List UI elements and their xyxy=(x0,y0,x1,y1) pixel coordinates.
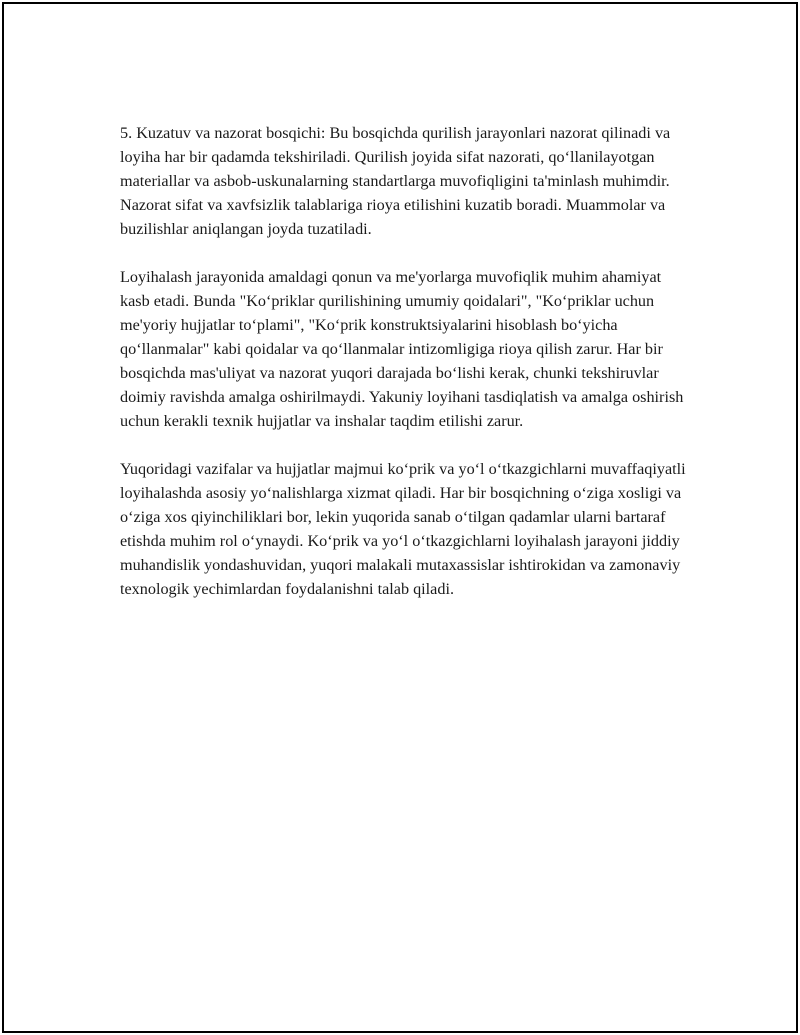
page-frame xyxy=(2,2,798,1033)
paragraph-conclusion: Yuqoridagi vazifalar va hujjatlar majmui ko‘prik va yo‘l o‘tkazgichlarni muvaffaqiyatli loyihalashda asosiy yo‘nalishlarga xizmat qiladi. Har bir bosqichning o‘ziga xosligi va o‘ziga xos qiyinchiliklari bor, lekin yuqorida sanab o‘tilgan qadamlar ularni bartaraf etishda muhim rol o‘ynaydi. Ko‘prik va yo‘l o‘tkazgichlarni loyihalash jarayoni jiddiy muhandislik yondashuvidan, yuqori malakali mutaxassislar ishtirokidan va zamonaviy texnologik yechimlardan foydalanishni talab qiladi. xyxy=(120,460,686,598)
document-body xyxy=(120,121,690,625)
paragraph-monitoring-stage: 5. Kuzatuv va nazorat bosqichi: Bu bosqichda qurilish jarayonlari nazorat qilinadi va loyiha har bir qadamda tekshiriladi. Qurilish joyida sifat nazorati, qo‘llanilayotgan materiallar va asbob-uskunalarning standartlarga muvofiqligini ta'minlash muhimdir. Nazorat sifat va xavfsizlik talablariga rioya etilishini kuzatib boradi. Muammolar va buzilishlar aniqlangan joyda tuzatiladi. xyxy=(120,124,671,238)
paragraph-regulations: Loyihalash jarayonida amaldagi qonun va me'yorlarga muvofiqlik muhim ahamiyat kasb etadi. Bunda "Ko‘priklar qurilishining umumiy qoidalari", "Ko‘priklar uchun me'yoriy hujjatlar to‘plami", "Ko‘prik konstruktsiyalarini hisoblash bo‘yicha qo‘llanmalar" kabi qoidalar va qo‘llanmalar intizomligiga rioya qilish zarur. Har bir bosqichda mas'uliyat va nazorat yuqori darajada bo‘lishi kerak, chunki tekshiruvlar doimiy ravishda amalga oshirilmaydi. Yakuniy loyihani tasdiqlatish va amalga oshirish uchun kerakli texnik hujjatlar va inshalar taqdim etilishi zarur. xyxy=(120,268,684,430)
